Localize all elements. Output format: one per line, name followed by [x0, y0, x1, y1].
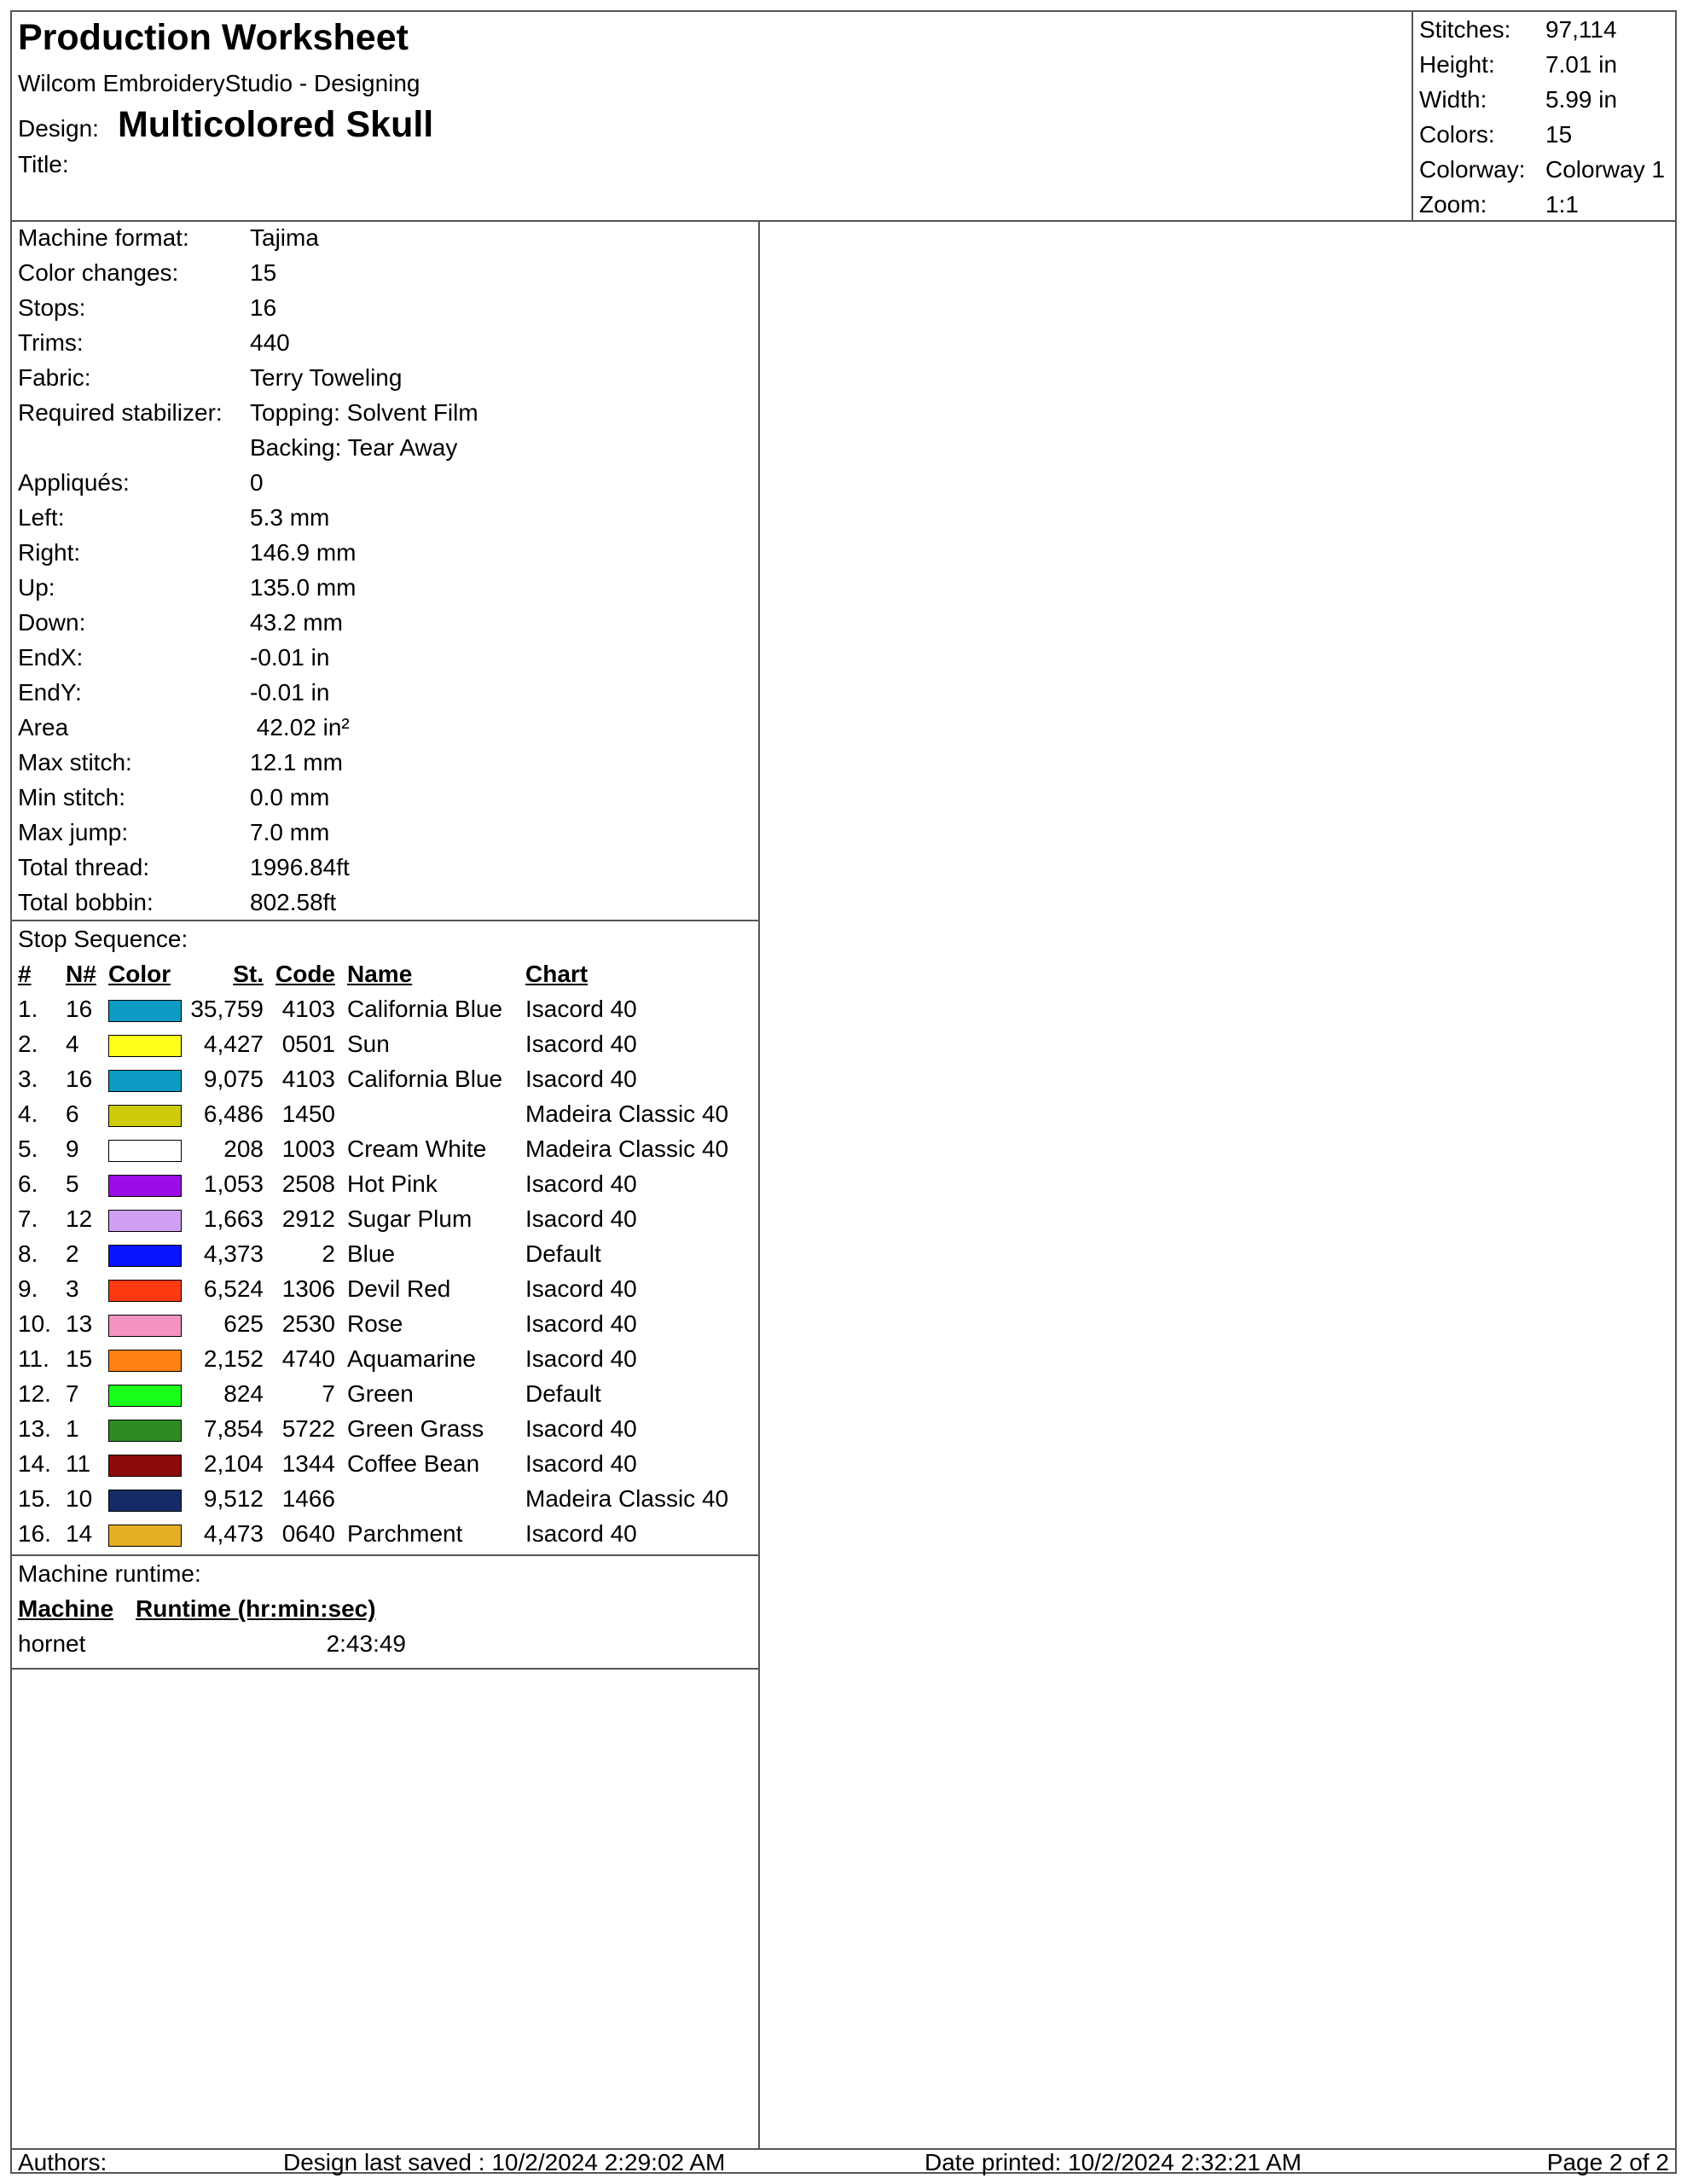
cell-color [108, 1411, 188, 1446]
cell-code: 2508 [281, 1170, 335, 1197]
software-name: Wilcom EmbroideryStudio - Designing [18, 70, 420, 96]
stat-label: Width: [1419, 86, 1487, 113]
runtime-label: Machine runtime: [18, 1560, 201, 1587]
cell-needle: 4 [66, 1031, 79, 1057]
cell-needle: 1 [66, 1415, 79, 1442]
table-row [18, 1271, 747, 1306]
info-label: Right: [18, 539, 81, 566]
color-swatch [108, 1315, 182, 1337]
color-swatch [108, 1105, 182, 1127]
table-row [18, 1411, 747, 1446]
cell-name: California Blue [347, 996, 503, 1022]
stat-label: Colors: [1419, 121, 1495, 148]
cell-color [108, 1306, 188, 1341]
design-stats [1412, 12, 1675, 220]
cell-color [108, 1271, 188, 1306]
runtime-header-row [12, 1591, 758, 1626]
table-row [18, 1341, 747, 1376]
info-value: Topping: Solvent Film [250, 399, 478, 426]
color-swatch [108, 1245, 182, 1267]
info-label: Stops: [18, 294, 86, 321]
info-row [12, 815, 758, 850]
cell-num: 15. [18, 1485, 51, 1512]
cell-stitches: 4,373 [203, 1240, 264, 1267]
cell-num: 4. [18, 1101, 38, 1127]
cell-num: 5. [18, 1136, 38, 1162]
info-row [12, 570, 758, 605]
cell-name: Coffee Bean [347, 1450, 480, 1477]
info-label: EndY: [18, 679, 82, 706]
cell-stitches: 6,486 [203, 1101, 264, 1127]
info-row [12, 780, 758, 815]
design-row [18, 104, 433, 146]
cell-name: Sugar Plum [347, 1205, 472, 1232]
table-row [18, 1166, 747, 1201]
cell-stitches: 208 [223, 1136, 264, 1162]
info-value: 802.58ft [250, 889, 337, 915]
cell-name [347, 1481, 525, 1516]
table-row [18, 1236, 747, 1271]
info-row [12, 465, 758, 500]
table-row [18, 1061, 747, 1096]
cell-name: Aquamarine [347, 1345, 476, 1372]
info-value: Backing: Tear Away [250, 434, 458, 461]
cell-needle: 14 [66, 1520, 93, 1547]
stop-sequence-header-row [18, 956, 747, 991]
cell-name: Hot Pink [347, 1170, 438, 1197]
cell-color [108, 1376, 188, 1411]
cell-chart: Default [525, 1240, 601, 1267]
cell-stitches: 35,759 [190, 996, 264, 1022]
footer-last-saved: Design last saved : 10/2/2024 2:29:02 AM [283, 2149, 726, 2175]
stat-value: 1:1 [1545, 191, 1579, 218]
col-header-stitches: St. [233, 961, 264, 987]
info-value: 135.0 mm [250, 574, 357, 601]
stat-label: Zoom: [1419, 191, 1487, 218]
info-row [12, 220, 758, 255]
info-value: 0.0 mm [250, 784, 330, 810]
cell-needle: 12 [66, 1205, 93, 1232]
table-row [18, 1446, 747, 1481]
col-header-runtime: Runtime (hr:min:sec) [136, 1595, 376, 1622]
cell-num: 11. [18, 1345, 49, 1372]
col-header-machine: Machine [18, 1595, 114, 1622]
color-swatch [108, 1210, 182, 1232]
stat-row [1419, 82, 1675, 117]
stat-row [1419, 47, 1675, 82]
cell-num: 9. [18, 1275, 38, 1302]
cell-num: 12. [18, 1380, 51, 1407]
color-swatch [108, 1490, 182, 1512]
cell-needle: 5 [66, 1170, 79, 1197]
table-row [18, 1481, 747, 1516]
design-label: Design: [18, 115, 99, 142]
cell-chart: Madeira Classic 40 [525, 1136, 729, 1162]
cell-needle: 9 [66, 1136, 79, 1162]
cell-name: Green Grass [347, 1415, 484, 1442]
col-header-needle: N# [66, 961, 96, 987]
cell-code: 1344 [281, 1450, 335, 1477]
info-value: 7.0 mm [250, 819, 330, 845]
left-panel [12, 220, 760, 2148]
info-row [12, 535, 758, 570]
info-value: 1996.84ft [250, 854, 350, 880]
cell-chart: Isacord 40 [525, 1310, 637, 1337]
cell-code: 1003 [281, 1136, 335, 1162]
info-label: Fabric: [18, 364, 91, 391]
info-row [12, 395, 758, 430]
info-value: 146.9 mm [250, 539, 357, 566]
cell-code: 0501 [281, 1031, 335, 1057]
info-value: Tajima [250, 224, 319, 251]
info-value: 0 [250, 469, 264, 496]
cell-stitches: 7,854 [203, 1415, 264, 1442]
color-swatch [108, 1000, 182, 1022]
cell-color [108, 1341, 188, 1376]
stat-value: 5.99 in [1545, 86, 1618, 113]
info-label: EndX: [18, 644, 84, 671]
cell-num: 14. [18, 1450, 51, 1477]
color-swatch [108, 1280, 182, 1302]
cell-stitches: 2,104 [203, 1450, 264, 1477]
cell-color [108, 1516, 188, 1551]
cell-color [108, 1061, 188, 1096]
stop-sequence-label: Stop Sequence: [18, 926, 188, 952]
info-label: Max jump: [18, 819, 129, 845]
machine-info [12, 220, 758, 920]
page-title: Production Worksheet [18, 17, 409, 58]
footer-page-number: Page 2 of 2 [1546, 2149, 1669, 2175]
runtime-value: 2:43:49 [326, 1630, 406, 1657]
info-value: -0.01 in [250, 679, 330, 706]
cell-chart: Madeira Classic 40 [525, 1485, 729, 1512]
cell-color [108, 1446, 188, 1481]
cell-num: 3. [18, 1066, 38, 1092]
stat-row [1419, 12, 1675, 47]
cell-stitches: 4,473 [203, 1520, 264, 1547]
info-label: Area [18, 714, 69, 741]
color-swatch [108, 1420, 182, 1442]
info-label: Left: [18, 504, 65, 531]
info-row [12, 605, 758, 640]
cell-code: 4103 [281, 1066, 335, 1092]
info-row [12, 290, 758, 325]
cell-name: Parchment [347, 1520, 463, 1547]
cell-code: 0640 [281, 1520, 335, 1547]
col-header-code: Code [275, 961, 335, 987]
design-name: Multicolored Skull [117, 104, 434, 145]
cell-color [108, 1096, 188, 1131]
info-row [12, 710, 758, 745]
table-row [18, 1026, 747, 1061]
info-row [12, 675, 758, 710]
table-row [18, 1131, 747, 1166]
cell-needle: 3 [66, 1275, 79, 1302]
cell-code: 2530 [281, 1310, 335, 1337]
stat-value: 97,114 [1545, 16, 1617, 43]
col-header-num: # [18, 961, 32, 987]
info-row [12, 745, 758, 780]
info-label: Up: [18, 574, 55, 601]
color-swatch [108, 1140, 182, 1162]
info-label: Max stitch: [18, 749, 132, 775]
table-row [18, 1516, 747, 1551]
stat-row [1419, 152, 1675, 187]
info-row [12, 430, 758, 465]
stat-row [1419, 117, 1675, 152]
info-value: 43.2 mm [250, 609, 343, 636]
cell-stitches: 4,427 [203, 1031, 264, 1057]
cell-num: 1. [18, 996, 38, 1022]
cell-num: 2. [18, 1031, 38, 1057]
cell-num: 10. [18, 1310, 51, 1337]
cell-name [347, 1096, 525, 1131]
cell-name: Cream White [347, 1136, 487, 1162]
cell-num: 16. [18, 1520, 51, 1547]
stat-row [1419, 187, 1675, 222]
cell-code: 4103 [281, 996, 335, 1022]
footer-date-printed: Date printed: 10/2/2024 2:32:21 AM [925, 2149, 1302, 2175]
color-swatch [108, 1035, 182, 1057]
cell-code: 1306 [281, 1275, 335, 1302]
color-swatch [108, 1455, 182, 1477]
cell-needle: 10 [66, 1485, 93, 1512]
info-label: Required stabilizer: [18, 399, 223, 426]
cell-code: 2912 [281, 1205, 335, 1232]
title-label: Title: [18, 151, 69, 177]
worksheet-header [12, 12, 1675, 222]
color-swatch [108, 1350, 182, 1372]
cell-chart: Isacord 40 [525, 1520, 637, 1547]
info-value: 12.1 mm [250, 749, 343, 775]
color-swatch [108, 1525, 182, 1547]
cell-color [108, 1481, 188, 1516]
info-value: 42.02 in² [250, 714, 350, 741]
table-row [18, 1306, 747, 1341]
color-swatch [108, 1175, 182, 1197]
cell-num: 6. [18, 1170, 38, 1197]
cell-color [108, 1201, 188, 1236]
cell-needle: 13 [66, 1310, 93, 1337]
cell-stitches: 6,524 [203, 1275, 264, 1302]
info-label: Total thread: [18, 854, 150, 880]
stat-label: Colorway: [1419, 156, 1526, 183]
cell-code: 5722 [281, 1415, 335, 1442]
divider [12, 1668, 758, 1670]
cell-needle: 11 [66, 1450, 91, 1477]
info-value: 5.3 mm [250, 504, 330, 531]
cell-chart: Isacord 40 [525, 1345, 637, 1372]
cell-name: Blue [347, 1240, 396, 1267]
cell-stitches: 2,152 [203, 1345, 264, 1372]
cell-stitches: 1,053 [203, 1170, 264, 1197]
info-row [12, 360, 758, 395]
info-row [12, 325, 758, 360]
cell-color [108, 991, 188, 1026]
cell-chart: Default [525, 1380, 601, 1407]
info-label: Down: [18, 609, 86, 636]
cell-chart: Isacord 40 [525, 1450, 637, 1477]
info-value: Terry Toweling [250, 364, 403, 391]
cell-needle: 2 [66, 1240, 79, 1267]
cell-name: Green [347, 1380, 414, 1407]
stat-value: 7.01 in [1545, 51, 1618, 78]
info-label [18, 430, 250, 465]
cell-code: 7 [322, 1380, 335, 1407]
info-label: Color changes: [18, 259, 179, 286]
info-label: Total bobbin: [18, 889, 154, 915]
table-row [18, 1201, 747, 1236]
table-row [18, 1096, 747, 1131]
cell-needle: 6 [66, 1101, 79, 1127]
cell-chart: Isacord 40 [525, 1066, 637, 1092]
color-swatch [108, 1070, 182, 1092]
cell-stitches: 9,512 [203, 1485, 264, 1512]
header-left [18, 12, 433, 178]
cell-name: California Blue [347, 1066, 503, 1092]
cell-stitches: 9,075 [203, 1066, 264, 1092]
cell-needle: 16 [66, 996, 93, 1022]
cell-stitches: 824 [223, 1380, 264, 1407]
cell-num: 8. [18, 1240, 38, 1267]
info-value: 16 [250, 294, 277, 321]
cell-chart: Isacord 40 [525, 1275, 637, 1302]
cell-code: 4740 [281, 1345, 335, 1372]
cell-needle: 16 [66, 1066, 93, 1092]
col-header-chart: Chart [525, 961, 588, 987]
cell-code: 1466 [281, 1485, 335, 1512]
info-label: Trims: [18, 329, 84, 356]
cell-color [108, 1166, 188, 1201]
info-value: 15 [250, 259, 277, 286]
cell-chart: Isacord 40 [525, 1415, 637, 1442]
cell-code: 2 [322, 1240, 335, 1267]
table-row [18, 1376, 747, 1411]
cell-needle: 7 [66, 1380, 79, 1407]
cell-color [108, 1026, 188, 1061]
info-row [12, 255, 758, 290]
runtime-machine: hornet [18, 1630, 86, 1657]
cell-num: 13. [18, 1415, 51, 1442]
cell-name: Sun [347, 1031, 390, 1057]
stat-value: Colorway 1 [1545, 156, 1666, 183]
cell-color [108, 1236, 188, 1271]
runtime-row [12, 1626, 758, 1661]
cell-stitches: 1,663 [203, 1205, 264, 1232]
info-label: Min stitch: [18, 784, 126, 810]
stat-label: Stitches: [1419, 16, 1511, 43]
cell-chart: Madeira Classic 40 [525, 1101, 729, 1127]
cell-name: Devil Red [347, 1275, 451, 1302]
cell-chart: Isacord 40 [525, 1031, 637, 1057]
col-header-color: Color [108, 961, 171, 987]
cell-num: 7. [18, 1205, 38, 1232]
info-row [12, 850, 758, 885]
footer-authors: Authors: [18, 2149, 107, 2175]
cell-chart: Isacord 40 [525, 1170, 637, 1197]
col-header-name: Name [347, 961, 413, 987]
cell-needle: 15 [66, 1345, 93, 1372]
cell-code: 1450 [281, 1101, 335, 1127]
stat-value: 15 [1545, 121, 1573, 148]
cell-stitches: 625 [223, 1310, 264, 1337]
info-row [12, 885, 758, 920]
cell-name: Rose [347, 1310, 403, 1337]
stat-label: Height: [1419, 51, 1495, 78]
info-value: 440 [250, 329, 290, 356]
cell-color [108, 1131, 188, 1166]
stop-sequence-table [18, 956, 747, 1551]
worksheet-footer [12, 2148, 1675, 2175]
info-label: Appliqués: [18, 469, 130, 496]
cell-chart: Isacord 40 [525, 1205, 637, 1232]
table-row [18, 991, 747, 1026]
info-row [12, 640, 758, 675]
worksheet-frame [10, 10, 1677, 2174]
info-row [12, 500, 758, 535]
info-value: -0.01 in [250, 644, 330, 671]
cell-chart: Isacord 40 [525, 996, 637, 1022]
info-label: Machine format: [18, 224, 189, 251]
color-swatch [108, 1385, 182, 1407]
